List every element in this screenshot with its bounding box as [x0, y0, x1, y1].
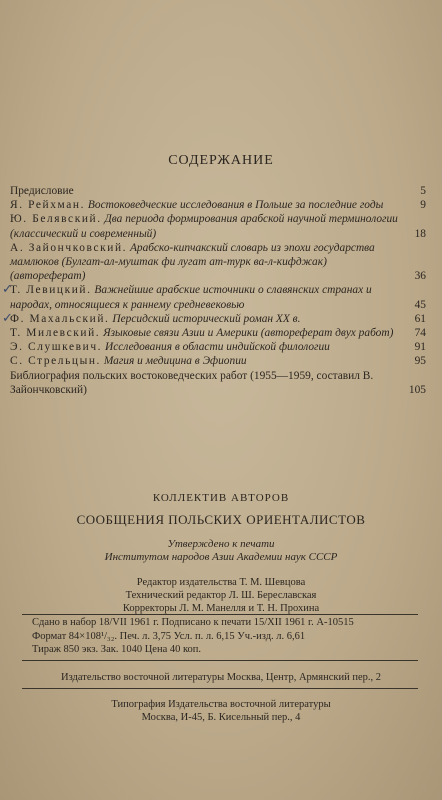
imprint-line: Тираж 850 экз. Зак. 1040 Цена 40 коп.: [32, 644, 202, 655]
toc-text: Персидский исторический роман XX в.: [112, 312, 301, 325]
toc-text: Исследования в области индийской филологии: [104, 341, 330, 354]
imprint-line: Сдано в набор 18/VII 1961 г. Подписано к печати 15/XII 1961 г. А-10515: [32, 617, 354, 628]
credit-line: Корректоры Л. М. Манелля и Т. Н. Прохина: [122, 603, 320, 615]
toc-author: Э. Слушкевич.: [10, 341, 103, 354]
toc-entry: [10, 354, 428, 368]
toc-entry: [10, 369, 428, 397]
toc-page-number: 9: [420, 199, 426, 212]
approval-institute: Институтом народов Азии Академии наук СССР: [104, 551, 338, 563]
toc-entry: [2, 310, 428, 326]
toc-entry: [10, 340, 428, 354]
toc-text: Магия и медицина в Эфиопии: [103, 355, 247, 368]
toc-text: Востоковедческие исследования в Польше за последние годы: [87, 199, 384, 212]
approval-line: Утверждено к печати: [167, 538, 275, 550]
imprint-line: Формат 84×108¹/₃₂. Печ. л. 3,75 Усл. п. л. 6,15 Уч.-изд. л. 6,61: [32, 630, 306, 642]
toc-text: Предисловие: [10, 185, 74, 197]
toc-author: Ф. Махальский.: [10, 312, 110, 325]
toc-page-number: 61: [414, 312, 426, 325]
toc-author: Я. Рейхман.: [10, 199, 86, 212]
credit-line: Технический редактор Л. Ш. Береславская: [125, 590, 317, 602]
table-of-contents: [2, 184, 428, 397]
contents-title: СОДЕРЖАНИЕ: [168, 153, 274, 168]
toc-text: Библиография польских востоковедческих работ (1955—1959, составил В. Зайончковский): [10, 369, 374, 396]
pencil-check-icon: ✓: [2, 310, 13, 326]
printer-block: [0, 698, 442, 724]
toc-author: Т. Милевский.: [10, 327, 101, 340]
toc-page-number: 91: [414, 341, 426, 354]
top-rule: [22, 614, 418, 615]
toc-page-number: 36: [414, 270, 426, 283]
toc-page-number: 95: [414, 355, 426, 368]
toc-text: Два периода формирования арабской научной терминологии (классический и современный): [10, 213, 398, 240]
book-title: СООБЩЕНИЯ ПОЛЬСКИХ ОРИЕНТАЛИСТОВ: [76, 512, 366, 527]
toc-entry: [10, 241, 428, 284]
toc-page-number: 45: [414, 298, 426, 311]
printer-line: Москва, И-45, Б. Кисельный пер., 4: [141, 712, 301, 723]
toc-entry: [10, 326, 428, 340]
approval-note: [0, 538, 442, 564]
imprint-block: [32, 616, 418, 657]
toc-page-number: 105: [408, 383, 426, 396]
toc-page-number: 74: [414, 327, 426, 340]
toc-page-number: 18: [414, 227, 426, 240]
toc-author: Т. Левицкий.: [10, 284, 92, 297]
toc-author: С. Стрельцын.: [10, 355, 101, 368]
toc-author: А. Зайончковский.: [10, 241, 128, 254]
toc-entry: [10, 198, 428, 212]
printer-line: Типография Издательства восточной литературы: [111, 699, 331, 710]
bottom-rule: [22, 688, 418, 689]
toc-entry: [10, 212, 428, 240]
toc-entry: [10, 184, 428, 198]
toc-text: Важнейшие арабские источники о славянских странах и народах, относящиеся к раннему средневековью: [10, 284, 372, 311]
toc-entry: [2, 282, 428, 311]
toc-text: Арабско-кипчакский словарь из эпохи государства мамлюков (Булгат-ал-муштак фи лугат ат-турк ва-л-кифджак) (автореферат): [10, 241, 375, 283]
editorial-credits: [0, 576, 442, 616]
pencil-check-icon: ✓: [2, 282, 13, 298]
middle-rule: [22, 660, 418, 661]
toc-text: Языковые связи Азии и Америки (автореферат двух работ): [103, 327, 394, 340]
collective-authors: КОЛЛЕКТИВ АВТОРОВ: [152, 492, 290, 504]
publisher-line: Издательство восточной литературы Москва, Центр, Армянский пер., 2: [60, 672, 382, 683]
toc-author: Ю. Белявский.: [10, 213, 102, 226]
credit-line: Редактор издательства Т. М. Шевцова: [136, 577, 306, 588]
toc-page-number: 5: [420, 185, 426, 197]
